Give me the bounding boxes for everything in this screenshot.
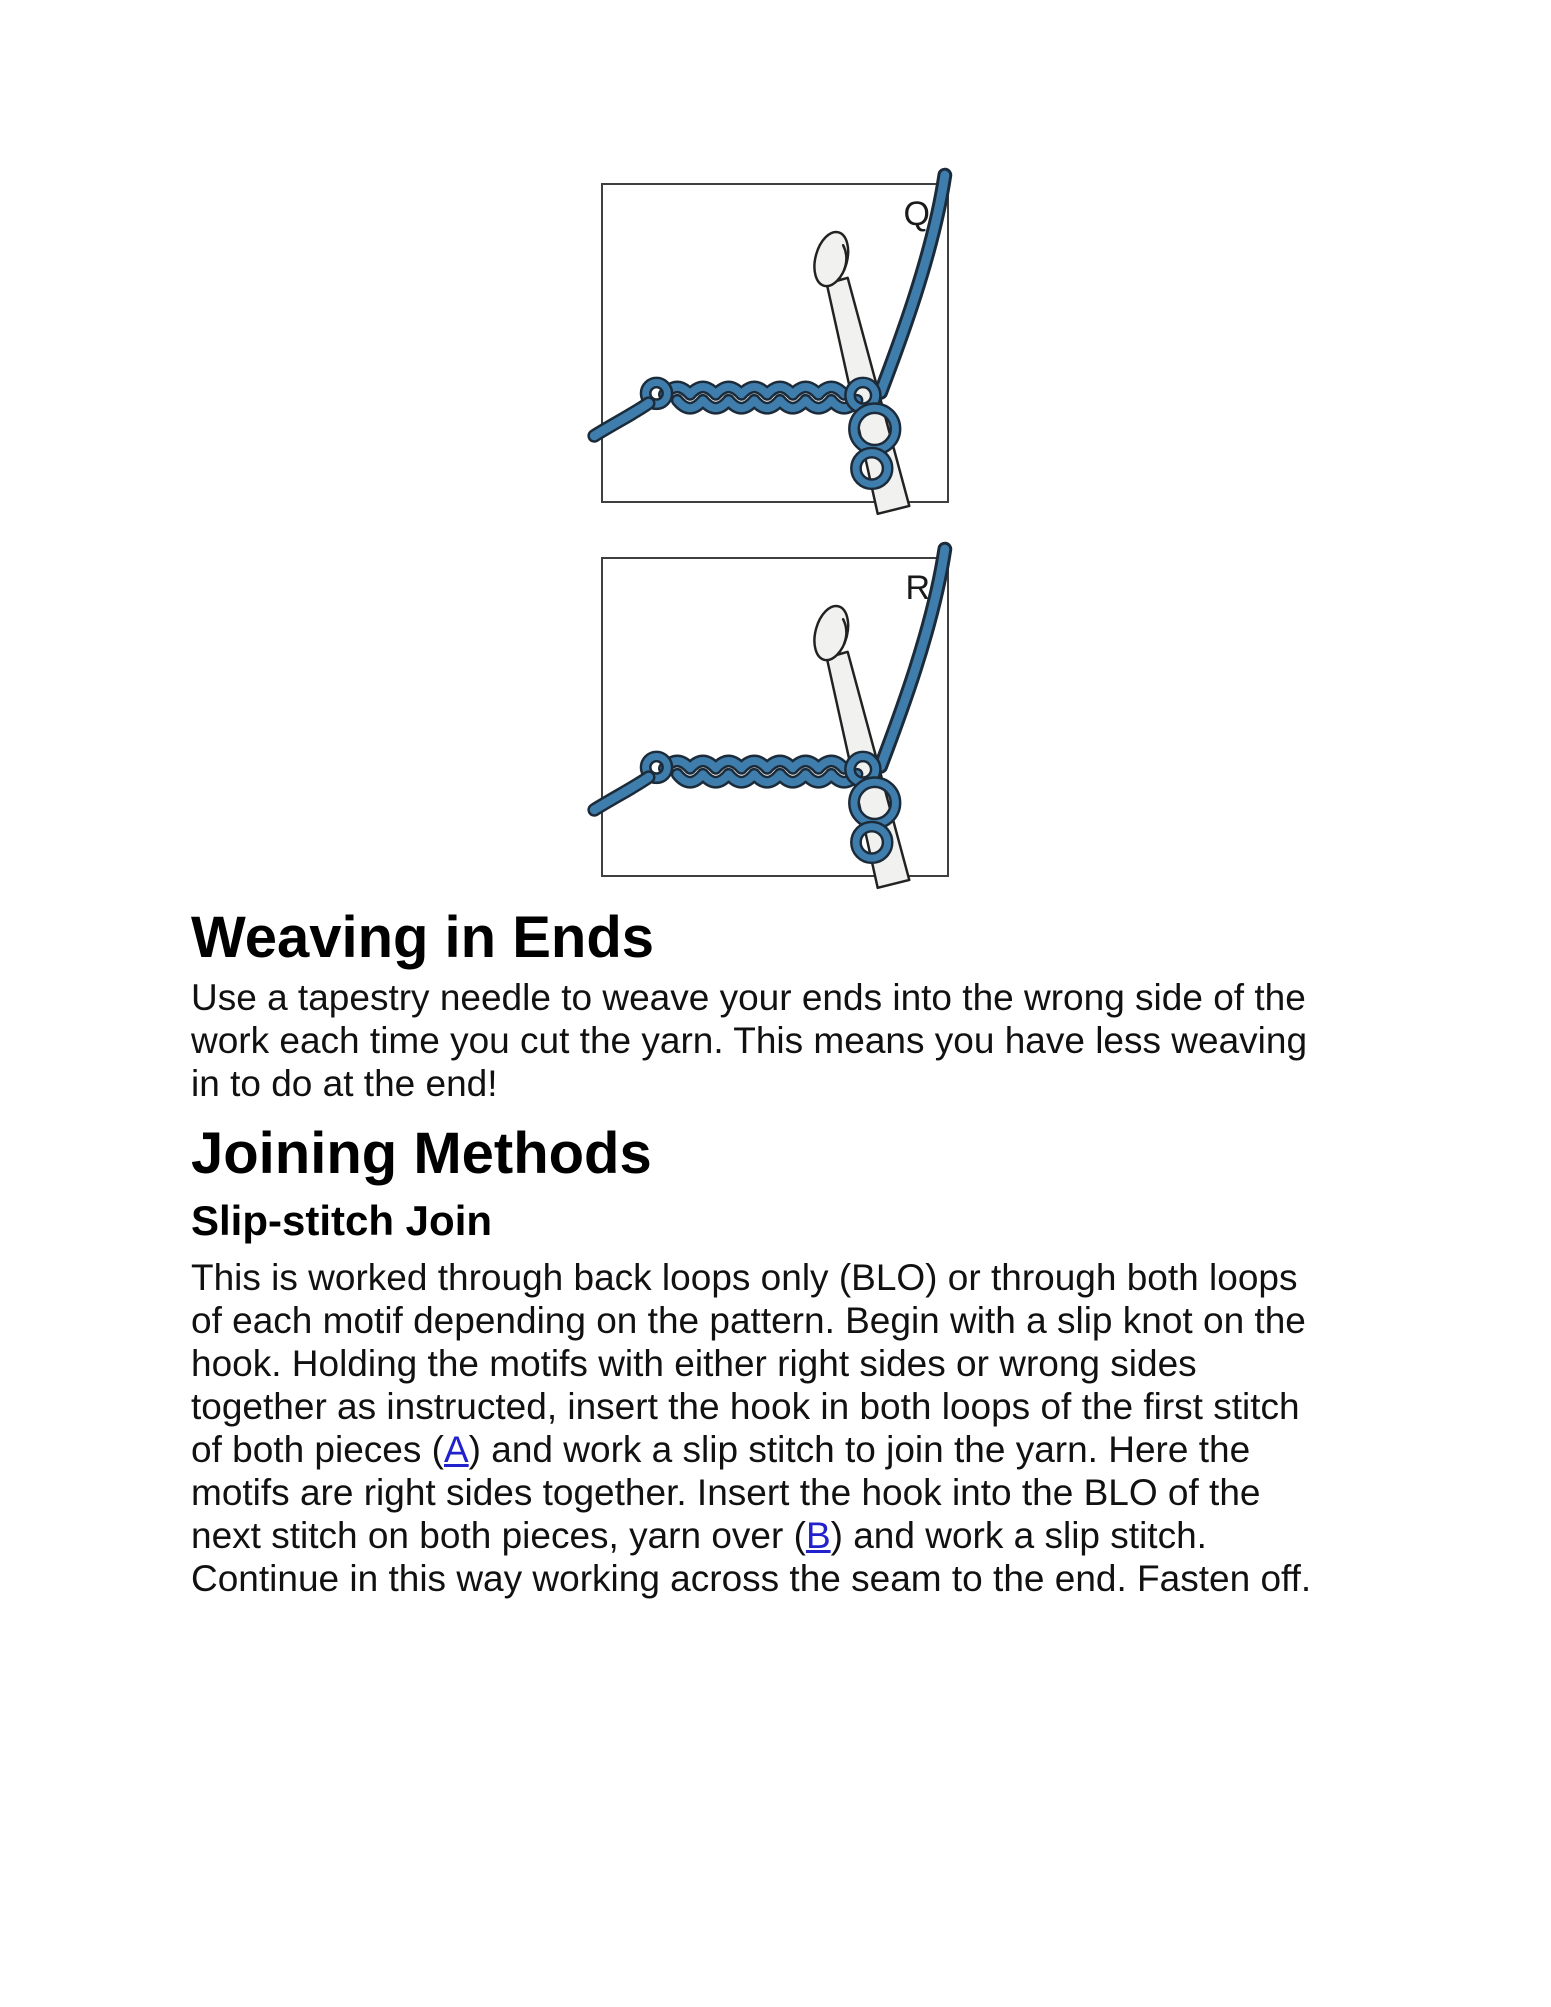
- heading-weaving-in-ends: Weaving in Ends: [191, 905, 655, 970]
- text-segment: ) and work a slip stitch.: [830, 1515, 1207, 1556]
- figure-r-crochet-step: [601, 557, 949, 877]
- text-line: motifs are right sides together. Insert the hook into the BLO of the: [191, 1472, 1261, 1513]
- figure-label-r: R: [905, 569, 930, 607]
- link-B[interactable]: B: [805, 1515, 831, 1556]
- figure-q-crochet-step: [601, 183, 949, 503]
- text-line: together as instructed, insert the hook in both loops of the first stitch: [191, 1386, 1300, 1427]
- text-line: [191, 1514, 1311, 1557]
- heading-joining-methods: Joining Methods: [191, 1121, 652, 1186]
- text-line: [191, 1428, 1311, 1471]
- text-segment: next stitch on both pieces, yarn over (: [191, 1515, 806, 1556]
- text-line: work each time you cut the yarn. This means you have less weaving: [191, 1020, 1308, 1061]
- crochet-illustration: [603, 185, 947, 501]
- text-segment: ) and work a slip stitch to join the yarn. Here the: [468, 1429, 1251, 1470]
- text-line: in to do at the end!: [191, 1063, 498, 1104]
- text-line: This is worked through back loops only (BLO) or through both loops: [191, 1257, 1298, 1298]
- paragraph-weaving-in-ends: [191, 976, 1307, 1105]
- link-A[interactable]: A: [443, 1429, 469, 1470]
- text-line: of each motif depending on the pattern. Begin with a slip knot on the: [191, 1300, 1306, 1341]
- paragraph-slip-stitch-join: [191, 1256, 1311, 1600]
- subheading-slip-stitch-join: Slip-stitch Join: [191, 1197, 493, 1244]
- text-line: hook. Holding the motifs with either right sides or wrong sides: [191, 1343, 1197, 1384]
- text-line: Continue in this way working across the seam to the end. Fasten off.: [191, 1558, 1312, 1599]
- figure-label-q: Q: [903, 195, 930, 233]
- text-line: Use a tapestry needle to weave your ends into the wrong side of the: [191, 977, 1306, 1018]
- text-segment: of both pieces (: [191, 1429, 444, 1470]
- crochet-illustration: [603, 559, 947, 875]
